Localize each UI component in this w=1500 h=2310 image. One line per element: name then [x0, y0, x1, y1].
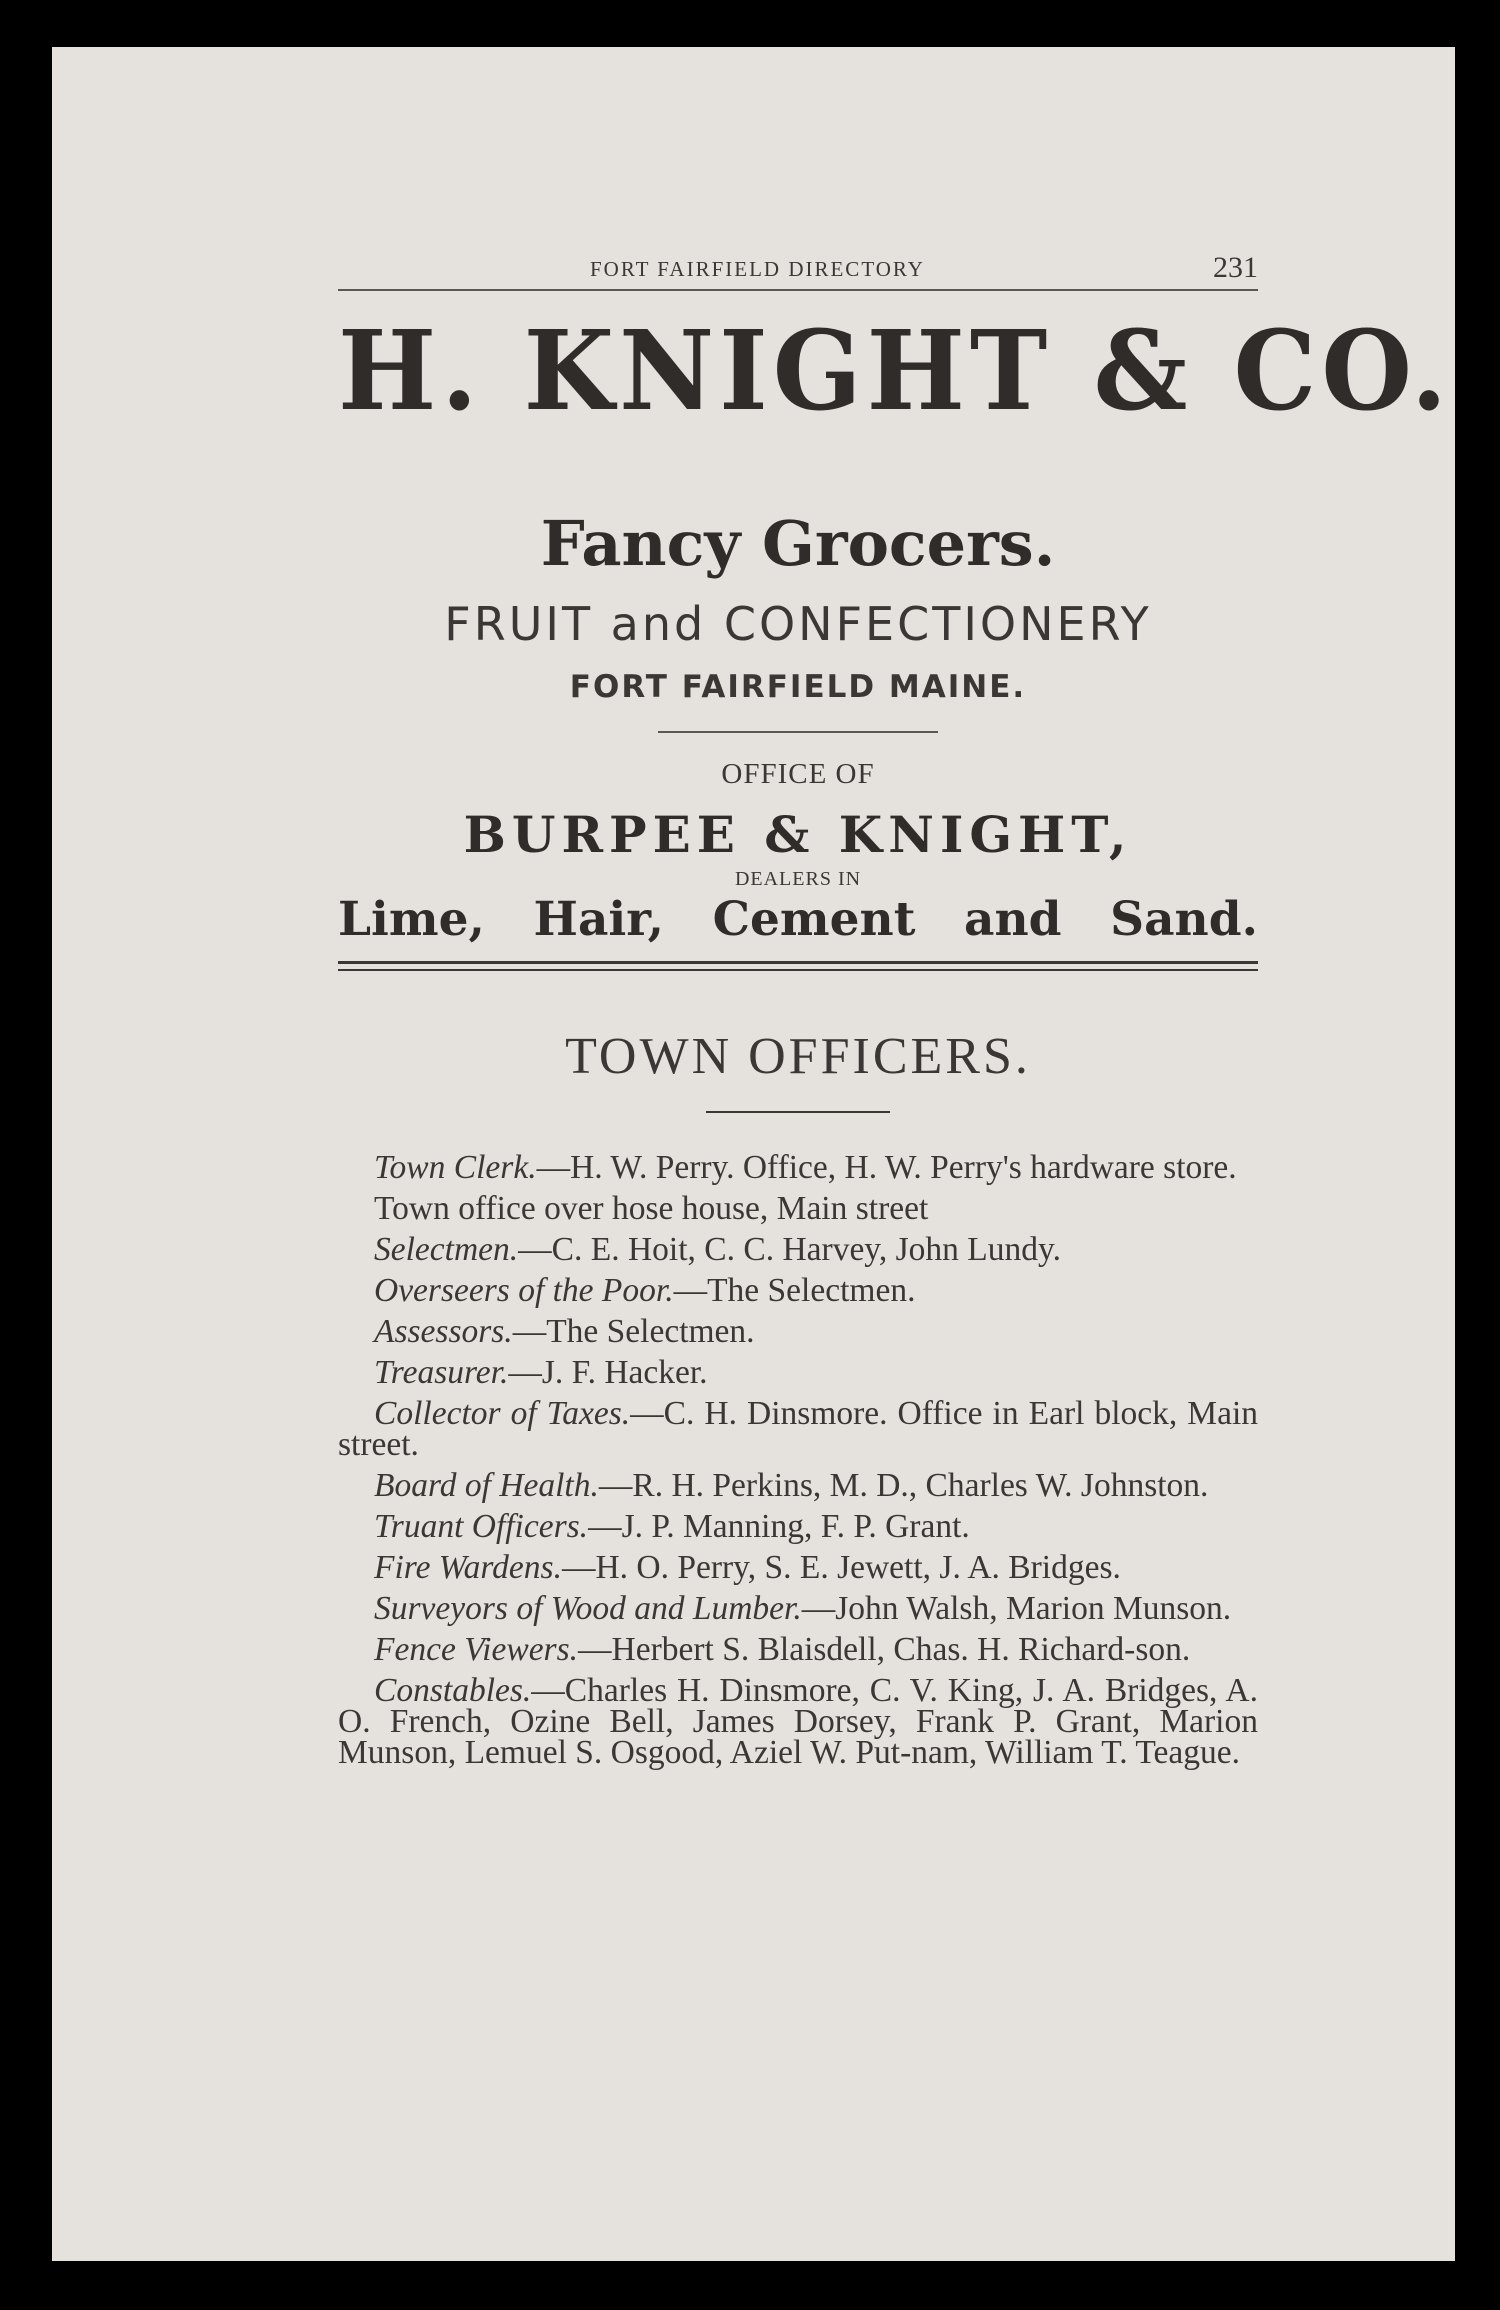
office-holders: —The Selectmen.: [673, 1272, 916, 1309]
office-holders: —H. O. Perry, S. E. Jewett, J. A. Bridges.: [561, 1549, 1121, 1586]
burpee-company-name: BURPEE & KNIGHT,: [463, 805, 1133, 864]
page-paper: [52, 47, 1455, 2261]
office-title: Town Clerk.: [374, 1149, 537, 1186]
double-rule-divider: [338, 961, 1258, 971]
heading-rule: [706, 1111, 890, 1113]
office-title: Board of Health.: [374, 1467, 599, 1504]
officer-entry: [338, 1354, 1258, 1391]
office-holders: —H. W. Perry. Office, H. W. Perry's hardware store.: [536, 1149, 1237, 1186]
section-heading: TOWN OFFICERS.: [565, 1028, 1031, 1085]
office-holders: Town office over hose house, Main street: [374, 1190, 929, 1227]
officer-entry: [338, 1508, 1258, 1545]
officer-entry: [338, 1467, 1258, 1504]
officer-entry: [338, 1313, 1258, 1350]
officer-entry: [338, 1190, 1258, 1227]
officer-entry: [338, 1231, 1258, 1268]
officer-entry: [338, 1272, 1258, 1309]
office-holders: —R. H. Perkins, M. D., Charles W. Johnston.: [598, 1467, 1209, 1504]
office-title: Fire Wardens.: [374, 1549, 562, 1586]
burpee-products: [338, 892, 1258, 947]
officer-entry: [338, 1395, 1258, 1463]
office-title: Constables.: [374, 1672, 532, 1709]
office-holders: —Charles H. Dinsmore, C. V. King, J. A. Bridges, A. O. French, Ozine Bell, James Dorsey, Frank P. Grant, Marion Munson, Lemuel S. Osgood, Aziel W. Put-nam, William T. Teague.: [338, 1672, 1258, 1771]
running-head-title: FORT FAIRFIELD DIRECTORY: [590, 257, 925, 281]
running-head: [338, 253, 1258, 291]
page-number: 231: [1213, 251, 1258, 284]
officer-entry: [338, 1672, 1258, 1771]
burpee-office-of: OFFICE OF: [721, 758, 875, 790]
knight-products: FRUIT and CONFECTIONERY: [444, 597, 1152, 651]
office-holders: —John Walsh, Marion Munson.: [801, 1590, 1232, 1627]
office-title: Overseers of the Poor.: [374, 1272, 674, 1309]
officer-entry: [338, 1631, 1258, 1668]
office-holders: —The Selectmen.: [512, 1313, 755, 1350]
office-holders: —J. P. Manning, F. P. Grant.: [588, 1508, 970, 1545]
knight-location: FORT FAIRFIELD MAINE.: [569, 669, 1027, 705]
officer-entry: [338, 1549, 1258, 1586]
knight-company-name: H. KNIGHT & CO.: [338, 305, 1453, 436]
office-holders: —C. E. Hoit, C. C. Harvey, John Lundy.: [518, 1231, 1061, 1268]
office-holders: —J. F. Hacker.: [508, 1354, 708, 1391]
office-title: Fence Viewers.: [374, 1631, 579, 1668]
office-holders: —C. H. Dinsmore. Office in Earl block, Main street.: [338, 1395, 1258, 1463]
divider-rule: [658, 731, 938, 733]
officers-list: [338, 1149, 1258, 1778]
office-title: Assessors.: [374, 1313, 513, 1350]
officer-entry: [338, 1590, 1258, 1627]
product-word: Lime,: [338, 892, 485, 947]
office-title: Surveyors of Wood and Lumber.: [374, 1590, 802, 1627]
office-holders: —Herbert S. Blaisdell, Chas. H. Richard-son.: [578, 1631, 1191, 1668]
product-word: and: [964, 892, 1062, 947]
product-word: Hair,: [533, 892, 664, 947]
office-title: Treasurer.: [374, 1354, 509, 1391]
product-word: Cement: [712, 892, 916, 947]
product-word: Sand.: [1110, 892, 1258, 947]
office-title: Collector of Taxes.: [374, 1395, 631, 1432]
burpee-dealers-in: DEALERS IN: [734, 868, 862, 890]
officer-entry: [338, 1149, 1258, 1186]
office-title: Truant Officers.: [374, 1508, 589, 1545]
knight-tagline: Fancy Grocers.: [540, 507, 1056, 580]
office-title: Selectmen.: [374, 1231, 519, 1268]
